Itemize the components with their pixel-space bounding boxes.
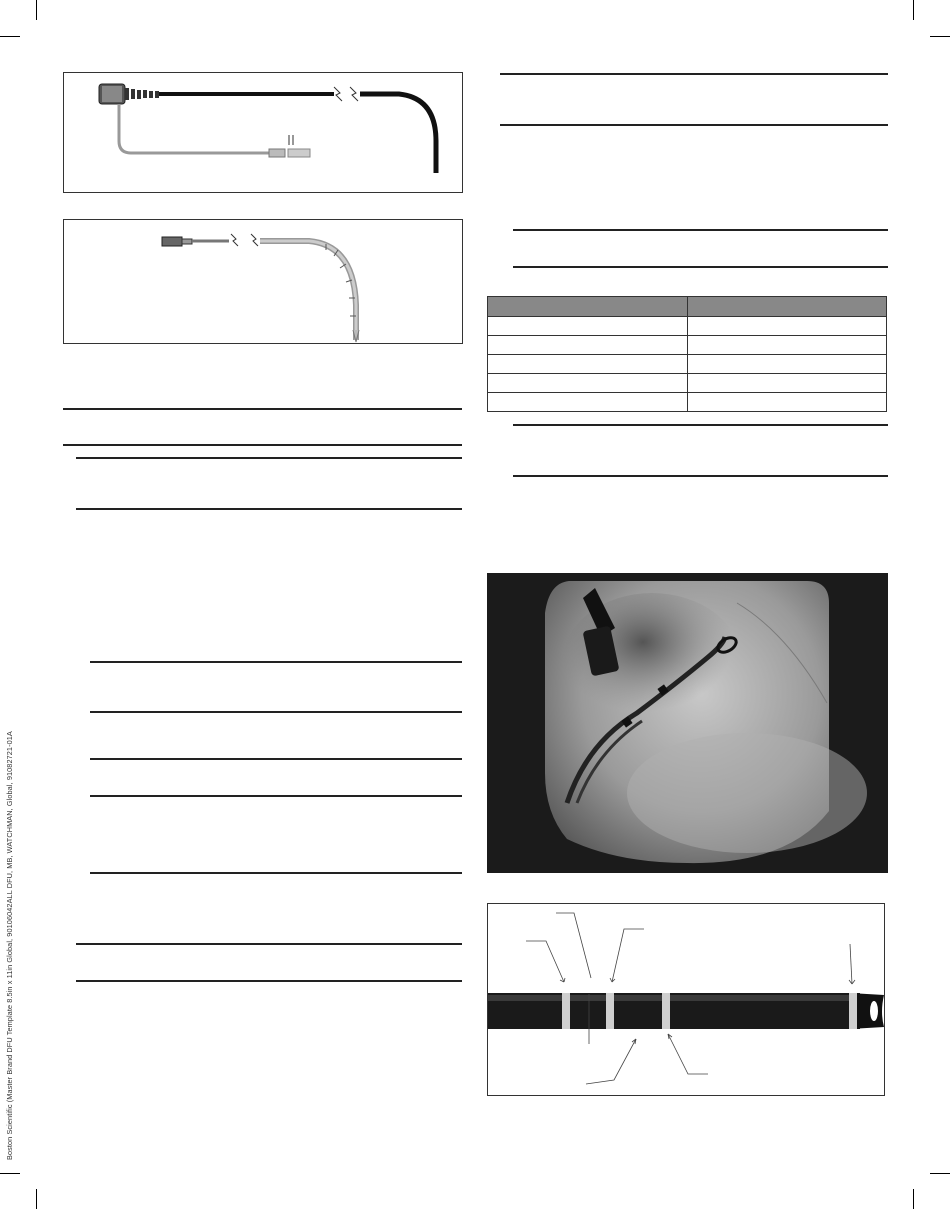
crop-mark	[36, 1189, 37, 1209]
table-cell	[488, 317, 688, 336]
table-header-cell	[488, 297, 688, 317]
note-rule	[90, 758, 462, 760]
note-rule	[76, 457, 462, 459]
specification-table	[487, 296, 887, 412]
crop-mark	[930, 1173, 950, 1174]
table-cell	[688, 336, 887, 355]
table-cell	[488, 374, 688, 393]
note-rule	[90, 872, 462, 874]
fluoroscopy-illustration	[487, 573, 888, 873]
note-rule	[76, 508, 462, 510]
figure-access-sheath	[63, 72, 463, 193]
section-rule	[63, 444, 462, 446]
note-rule	[76, 980, 462, 982]
note-rule	[513, 229, 888, 231]
table-row	[488, 374, 887, 393]
note-rule	[90, 661, 462, 663]
crop-mark	[36, 0, 37, 20]
table-cell	[688, 355, 887, 374]
crop-mark	[0, 1173, 20, 1174]
delivery-catheter-illustration	[64, 220, 462, 343]
crop-mark	[930, 36, 950, 37]
marker-bands-illustration	[488, 904, 884, 1095]
note-rule	[76, 943, 462, 945]
table-row	[488, 393, 887, 412]
note-rule	[90, 795, 462, 797]
note-rule	[513, 266, 888, 268]
crop-mark	[913, 0, 914, 20]
table-cell	[688, 393, 887, 412]
note-rule	[500, 73, 888, 75]
note-rule	[500, 124, 888, 126]
note-rule	[513, 475, 888, 477]
figure-delivery-catheter	[63, 219, 463, 344]
table-header-row	[488, 297, 887, 317]
table-row	[488, 336, 887, 355]
table-cell	[488, 393, 688, 412]
crop-mark	[0, 36, 20, 37]
document-code: Boston Scientific (Master Brand DFU Template 8.5in x 11in Global, 90106042ALL DFU, MB, WATCHMAN, Global, 91082721-01A	[5, 731, 14, 1160]
section-rule	[63, 408, 462, 410]
table-cell	[488, 355, 688, 374]
table-row	[488, 355, 887, 374]
table-cell	[688, 374, 887, 393]
table-row	[488, 317, 887, 336]
note-rule	[90, 711, 462, 713]
table-header-cell	[688, 297, 887, 317]
figure-marker-bands	[487, 903, 885, 1096]
crop-mark	[913, 1189, 914, 1209]
table-cell	[488, 336, 688, 355]
fluoroscopy-image	[487, 573, 888, 873]
note-rule	[513, 424, 888, 426]
access-sheath-illustration	[64, 73, 462, 192]
table-cell	[688, 317, 887, 336]
